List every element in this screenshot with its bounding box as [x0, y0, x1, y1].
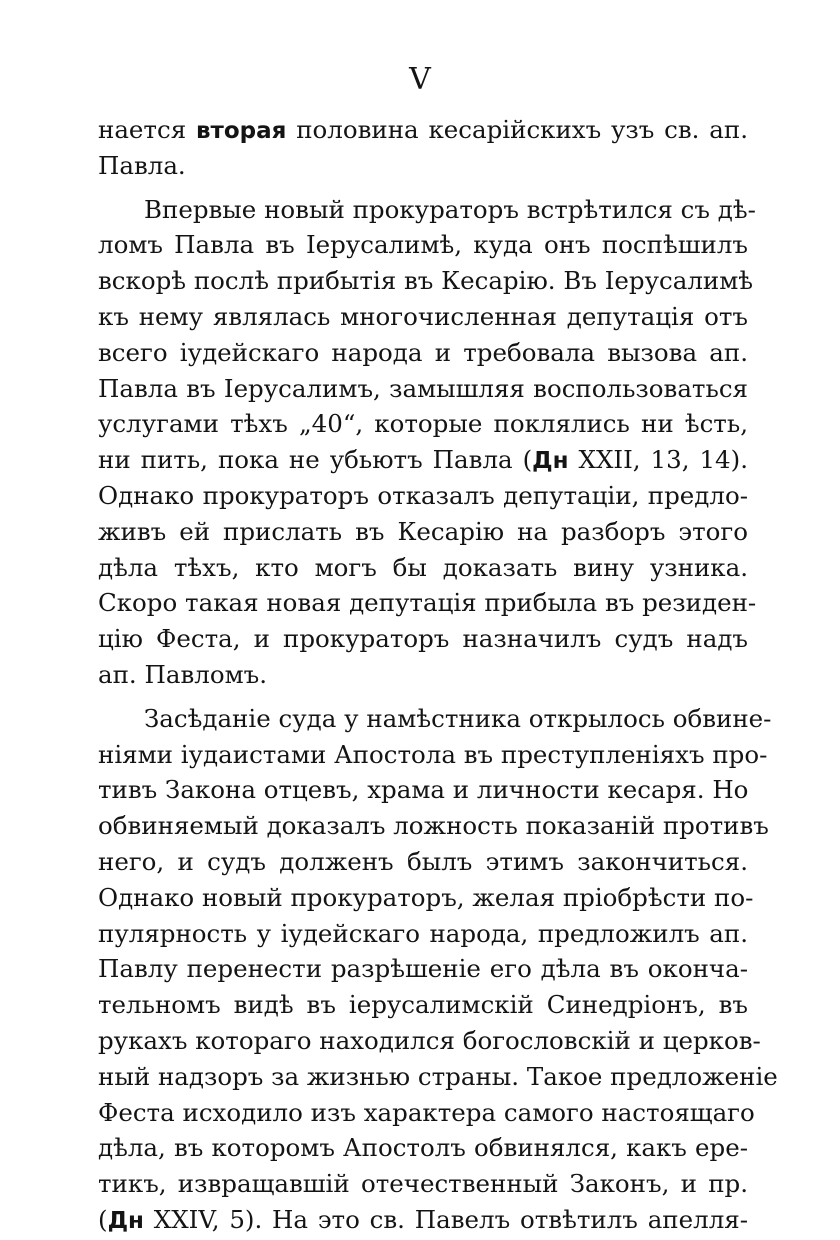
line-text: ни пить, пока не убьютъ Павла (	[98, 445, 533, 475]
text-line	[98, 263, 754, 299]
text-line	[98, 299, 748, 335]
text-line	[98, 737, 768, 773]
text-line	[98, 987, 748, 1023]
paragraph	[98, 112, 748, 184]
line-text: (	[98, 1204, 108, 1234]
text-line	[98, 112, 748, 148]
text-line	[98, 192, 756, 228]
text-line	[98, 916, 748, 952]
text-line	[98, 657, 748, 693]
line-text: XXIV, 5). На это св. Павелъ отвѣтилъ апелля-	[143, 1204, 748, 1234]
line-text: Однако прокураторъ отказалъ депутаціи, предло-	[98, 480, 748, 510]
line-text: тивъ Закона отцевъ, храма и личности кесаря. Но	[98, 775, 749, 805]
line-text: ніями іудаистами Апостола въ преступленіяхъ про-	[98, 739, 768, 769]
text-line	[98, 514, 748, 550]
text-line	[98, 335, 748, 371]
line-text: Павла въ Іерусалимъ, замышляя воспользоваться	[98, 373, 748, 403]
text-line	[98, 148, 748, 184]
text-line	[98, 1202, 748, 1238]
line-text: къ нему являлась многочисленная депутація отъ	[98, 301, 748, 331]
line-text: пулярность у іудейскаго народа, предложилъ ап.	[98, 918, 748, 948]
line-text: дѣла, въ которомъ Апостолъ обвинялся, какъ ере-	[98, 1133, 748, 1163]
text-line	[98, 951, 748, 987]
paragraph	[98, 192, 757, 693]
line-text: ломъ Павла въ Іерусалимѣ, куда онъ поспѣшилъ	[98, 230, 748, 260]
bold-term: Дн	[532, 448, 569, 475]
text-line	[98, 701, 772, 737]
text-line	[98, 844, 748, 880]
line-text: него, и судъ долженъ былъ этимъ закончиться.	[98, 846, 748, 876]
text-line	[98, 1023, 761, 1059]
line-text: обвиняемый доказалъ ложность показаній противъ	[98, 811, 769, 841]
line-text: Засѣданіе суда у намѣстника открылось обвине-	[144, 703, 772, 733]
text-line	[98, 1059, 778, 1095]
text-line	[98, 772, 748, 808]
paragraph-gap	[98, 693, 748, 701]
line-text: вскорѣ послѣ прибытія въ Кесарію. Въ Іерусалимѣ	[98, 266, 754, 296]
line-text: живъ ей прислать въ Кесарію на разборъ этого	[98, 516, 748, 546]
text-line	[98, 585, 757, 621]
text-line	[98, 1130, 748, 1166]
page-number: V	[409, 62, 431, 97]
bold-term: вторая	[195, 118, 287, 144]
text-line	[98, 1166, 748, 1202]
bold-term: Дн	[107, 1207, 144, 1234]
text-line	[98, 227, 748, 263]
paragraph	[98, 701, 778, 1238]
line-text: Впервые новый прокураторъ встрѣтился съ дѣ-	[144, 194, 756, 224]
text-line	[98, 808, 769, 844]
text-line	[98, 621, 748, 657]
text-line	[98, 478, 748, 514]
line-text: Павлу перенести разрѣшеніе его дѣла въ оконча-	[98, 954, 748, 984]
line-text: Феста исходило изъ характера самого настоящаго	[98, 1097, 755, 1127]
line-text: половина кесарійскихъ узъ св. ап.	[286, 115, 748, 144]
line-text: XXII, 13, 14).	[568, 445, 748, 475]
body-text	[98, 112, 778, 1238]
line-text: нается	[98, 115, 196, 144]
line-text: Однако новый прокураторъ, желая пріобрѣсти по-	[98, 882, 754, 912]
line-text: дѣла тѣхъ, кто могъ бы доказать вину узника.	[98, 552, 748, 582]
line-text: Павла.	[98, 150, 186, 180]
paragraph-gap	[98, 184, 748, 192]
text-line	[98, 371, 748, 407]
line-text: тельномъ видѣ въ іерусалимскій Синедріонъ, въ	[98, 990, 748, 1020]
line-text: Скоро такая новая депутація прибыла въ резиден-	[98, 588, 757, 618]
line-text: всего іудейскаго народа и требовала вызова ап.	[98, 337, 748, 367]
text-line	[98, 880, 754, 916]
line-text: ный надзоръ за жизнью страны. Такое предложеніе	[98, 1061, 778, 1091]
line-text: тикъ, извращавшій отечественный Законъ, и пр.	[98, 1169, 748, 1199]
text-line	[98, 550, 748, 586]
line-text: услугами тѣхъ „40“, которые поклялись ни ѣсть,	[98, 409, 748, 439]
line-text: цію Феста, и прокураторъ назначилъ судъ надъ	[98, 624, 748, 654]
line-text: ап. Павломъ.	[98, 659, 268, 689]
text-line	[98, 406, 748, 442]
text-line	[98, 442, 748, 478]
line-text: рукахъ котораго находился богословскій и церков-	[98, 1025, 761, 1055]
text-line	[98, 1095, 755, 1131]
